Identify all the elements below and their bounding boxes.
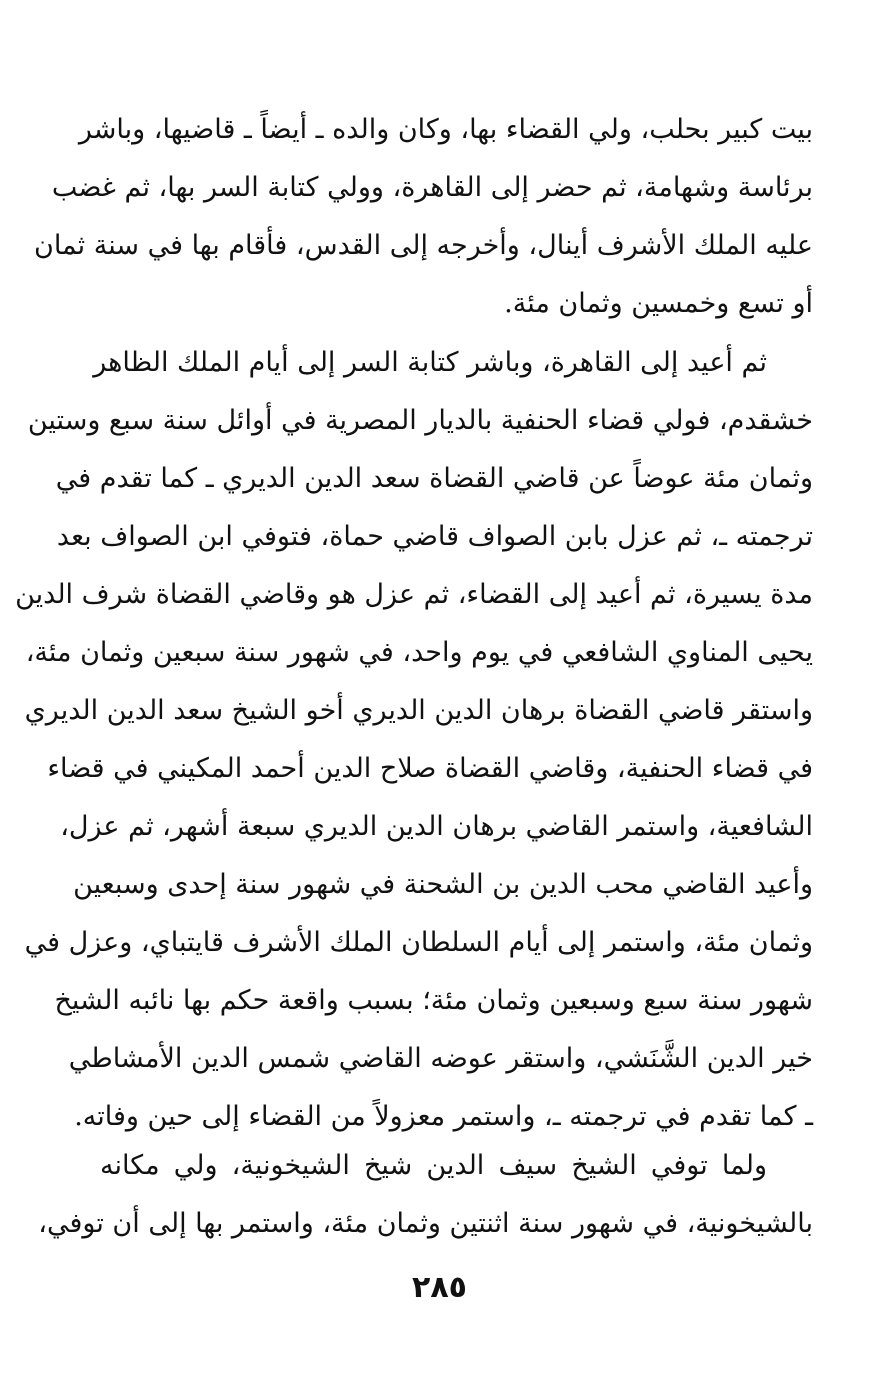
text-line: عليه الملك الأشرف أينال، وأخرجه إلى القدس، فأقام بها في سنة ثمان: [33, 230, 813, 261]
text-line: ـ كما تقدم في ترجمته ـ، واستمر معزولاً من القضاء إلى حين وفاته.: [74, 1101, 813, 1132]
paragraph-1: [33, 101, 813, 333]
text-line: ولما توفي الشيخ سيف الدين شيخ الشيخونية، ولي مكانه: [100, 1150, 767, 1181]
text-line: واستقر قاضي القضاة برهان الدين الديري أخو الشيخ سعد الدين الديري: [24, 695, 813, 726]
text-line: وأعيد القاضي محب الدين بن الشحنة في شهور سنة إحدى وسبعين: [73, 869, 813, 900]
text-line: يحيى المناوي الشافعي في يوم واحد، في شهور سنة سبعين وثمان مئة،: [25, 637, 813, 668]
page-number: ٢٨٥: [412, 1270, 467, 1305]
text-line: خشقدم، فولي قضاء الحنفية بالديار المصرية في أوائل سنة سبع وستين: [27, 405, 813, 436]
text-line: برئاسة وشهامة، ثم حضر إلى القاهرة، وولي كتابة السر بها، ثم غضب: [51, 172, 813, 203]
text-line: ترجمته ـ، ثم عزل بابن الصواف قاضي حماة، فتوفي ابن الصواف بعد: [56, 521, 813, 552]
text-line: ثم أعيد إلى القاهرة، وباشر كتابة السر إلى أيام الملك الظاهر: [93, 347, 767, 378]
text-line: مدة يسيرة، ثم أعيد إلى القضاء، ثم عزل هو وقاضي القضاة شرف الدين: [15, 579, 813, 610]
paragraph-3: [38, 1137, 813, 1253]
text-line: أو تسع وخمسين وثمان مئة.: [504, 288, 813, 319]
text-line: في قضاء الحنفية، وقاضي القضاة صلاح الدين أحمد المكيني في قضاء: [47, 753, 813, 784]
text-line: بالشيخونية، في شهور سنة اثنتين وثمان مئة، واستمر بها إلى أن توفي،: [38, 1208, 813, 1239]
text-line: خير الدين الشَّنَشي، واستقر عوضه القاضي شمس الدين الأمشاطي: [68, 1043, 813, 1074]
text-line: بيت كبير بحلب، ولي القضاء بها، وكان والده ـ أيضاً ـ قاضيها، وباشر: [78, 114, 813, 145]
text-line: وثمان مئة، واستمر إلى أيام السلطان الملك الأشرف قايتباي، وعزل في: [24, 927, 813, 958]
text-line: الشافعية، واستمر القاضي برهان الدين الديري سبعة أشهر، ثم عزل،: [60, 811, 813, 842]
text-line: وثمان مئة عوضاً عن قاضي القضاة سعد الدين الديري ـ كما تقدم في: [55, 463, 813, 494]
text-line: شهور سنة سبع وسبعين وثمان مئة؛ بسبب واقعة حكم بها نائبه الشيخ: [54, 985, 813, 1016]
paragraph-2: [15, 334, 813, 1146]
